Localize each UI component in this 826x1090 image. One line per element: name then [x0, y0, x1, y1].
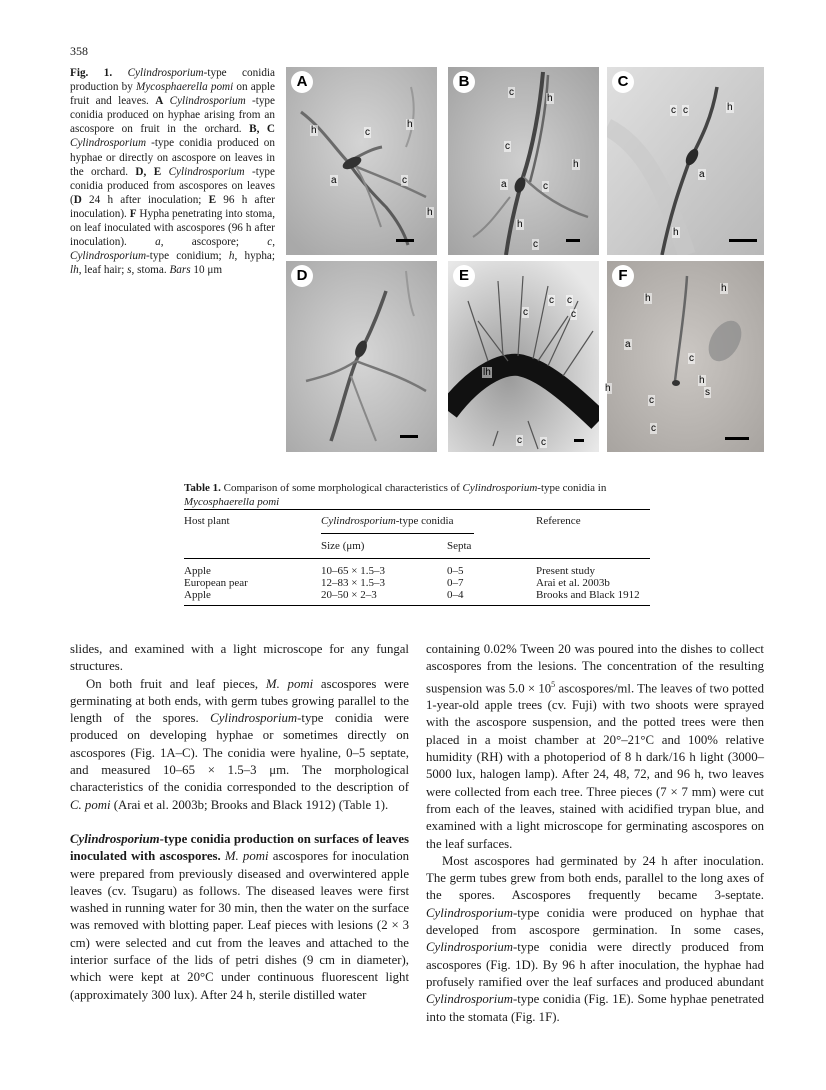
caption-genus: Cylindrosporium — [169, 95, 246, 108]
caption-text: -type conidia produced from ascospores on leaves ( — [70, 165, 275, 206]
panel-label-c: c — [567, 295, 572, 306]
panel-label-c: c — [571, 309, 576, 320]
figure-micrograph-grid — [286, 67, 764, 452]
table-cell-reference: Arai et al. 2003b — [536, 577, 610, 589]
paragraph — [70, 676, 409, 814]
paragraph — [70, 831, 409, 1004]
table-caption-genus: Cylindrosporium — [462, 482, 538, 494]
caption-text: 10 μm — [190, 264, 223, 277]
paragraph — [426, 853, 764, 1026]
panel-label-c: c — [541, 437, 546, 448]
caption-text: 24 h after inoculation; — [81, 193, 209, 206]
table-cell-septa: 0–7 — [447, 577, 464, 589]
caption-panel-ref: F — [129, 207, 137, 220]
panel-label-s: s — [705, 387, 710, 398]
table-top-rule — [184, 509, 650, 510]
table-label: Table 1. — [184, 482, 221, 494]
caption-panel-ref: D — [73, 193, 82, 206]
panel-label-h: h — [699, 375, 705, 386]
panel-label-c: c — [543, 181, 548, 192]
caption-panel-ref: A — [155, 95, 164, 108]
caption-abbrev: Bars — [169, 264, 191, 277]
table-cell-reference: Present study — [536, 565, 595, 577]
micrograph-e — [448, 261, 599, 452]
panel-label-c: c — [549, 295, 554, 306]
genus-name: Cylindrosporium — [210, 711, 298, 726]
micrograph-c — [607, 67, 764, 255]
text-run: Most ascospores had germinated by 24 h after inoculation. The germ tubes grew from both ends, parallel to the long axes of the spores. Ascospores frequently became 3-septate. — [426, 853, 764, 903]
figure-panel-c — [607, 67, 764, 255]
caption-text: -type conidium; — [146, 250, 229, 263]
caption-text: 96 h after inoculation). — [70, 193, 275, 220]
caption-genus: Cylindrosporium — [168, 165, 245, 178]
panel-label-a: a — [699, 169, 705, 180]
species-name: M. pomi — [265, 676, 314, 691]
text-run: ascospores/ml. The leaves of two potted 1-year-old apple trees (cv. Fuji) with two shoots were sprayed with the ascospore suspension, and the potted trees were then placed in a moist chamber at 20°–21°C and 100% relative humidity (RH) with a photoperiod of 8 h dark/16 h light (3000–5000 lux, halogen lamp). After 24, 48, 72, and 96 h, two leaves were collected from each tree. Three pieces (7 × 7 mm) were cut from each of the leaves, stained with acidified trypan blue, and examined with a light microscope for germinating ascospores on the leaf surfaces. — [426, 680, 764, 851]
caption-text: , stoma. — [131, 264, 170, 277]
panel-letter-f: F — [612, 265, 634, 287]
caption-genus: Cylindrosporium — [70, 137, 147, 150]
panel-label-c: c — [509, 87, 514, 98]
genus-name: Cylindrosporium — [426, 905, 513, 920]
species-name: M. pomi — [224, 849, 269, 864]
text-run: -type conidia were produced on hyphae that developed from ascospore germination. In some cases, — [426, 905, 764, 938]
text-run: -type conidia were produced on developing hyphae or sometimes directly on ascospores (Fig. 1A–C). The conidia were hyaline, 0–5 septate, and measured 10–65 × 1.5–3 μm. The morphological characteristics of the conidia corresponded to the description of — [70, 711, 409, 795]
panel-label-a: a — [331, 175, 337, 186]
text-run: containing 0.02% Tween 20 was poured into the dishes to collect ascospores from the lesions. The concentration of the resulting suspension was 5.0 × 10 — [426, 642, 764, 695]
caption-text: -type conidia produced on hyphae or directly on ascospore on leaves in the orchard. — [70, 137, 275, 178]
table-header-group — [321, 515, 454, 528]
species-name: C. pomi — [70, 797, 111, 812]
panel-label-h: h — [517, 219, 523, 230]
caption-text: -type conidia production by — [70, 67, 275, 94]
caption-abbrev: a — [155, 236, 161, 249]
table-header-size: Size (μm) — [321, 540, 365, 552]
panel-letter-b: B — [453, 71, 475, 93]
table-header-genus: Cylindrosporium — [321, 515, 396, 527]
panel-label-c: c — [523, 307, 528, 318]
panel-label-h: h — [673, 227, 679, 238]
table-cell-host: Apple — [184, 589, 211, 601]
caption-abbrev: c — [267, 236, 273, 249]
table-cell-size: 20–50 × 2–3 — [321, 589, 377, 601]
panel-label-c: c — [649, 395, 654, 406]
caption-panel-ref: D, E — [135, 165, 162, 178]
text-run: On both fruit and leaf pieces, — [86, 676, 266, 691]
panel-label-c: c — [402, 175, 407, 186]
panel-letter-e: E — [453, 265, 475, 287]
panel-label-h: h — [721, 283, 727, 294]
panel-label-h: h — [427, 207, 433, 218]
caption-text: , ascospore; — [160, 236, 268, 249]
caption-panel-ref: B, C — [249, 123, 276, 136]
caption-text: Hypha penetrating into stoma, on leaf inoculated with ascospores (96 h after inoculation). — [70, 207, 275, 249]
text-run: -type conidia (Fig. 1E). Some hyphae penetrated into the stomata (Fig. 1F). — [426, 992, 764, 1024]
panel-label-h: h — [645, 293, 651, 304]
table-caption — [184, 482, 654, 509]
panel-label-c: c — [671, 105, 676, 116]
table-caption-text: -type conidia in — [537, 482, 607, 494]
body-left-column — [70, 641, 409, 1004]
genus-name: Cylindrosporium — [70, 831, 160, 846]
figure-panel-a — [286, 67, 437, 255]
caption-genus: Cylindrosporium — [70, 250, 147, 263]
caption-text: , — [272, 236, 275, 249]
caption-text: -type conidia produced on hyphae arising from an ascospore on fruit in the orchard. — [70, 95, 275, 136]
caption-text: , hypha; — [234, 250, 275, 263]
panel-label-h: h — [605, 383, 611, 394]
panel-label-a: a — [501, 179, 507, 190]
panel-label-c: c — [689, 353, 694, 364]
panel-label-c: c — [683, 105, 688, 116]
page-number: 358 — [70, 44, 88, 58]
paragraph — [426, 641, 764, 853]
panel-label-h: h — [727, 102, 733, 113]
caption-species: Mycosphaerella pomi — [136, 81, 234, 94]
text-run: ascospores for inoculation were prepared from previously diseased and overwintered apple leaves (cv. Tsugaru) as follows. The diseased leaves were first washed in running water for 30 min, then the water on the surface was removed with blotting paper. Leaf pieces with lesions (2 × 3 cm) were selected and cut from the leaves and attached to the interior surface of the lids of petri dishes (9 cm in diameter), which were kept at 20°C under continuous fluorescent light (approximately 300 lux). After 24 h, sterile distilled water — [70, 849, 409, 1002]
panel-label-a: a — [625, 339, 631, 350]
caption-genus: Cylindrosporium — [127, 67, 204, 79]
panel-label-c: c — [517, 435, 522, 446]
table-cell-host: European pear — [184, 577, 248, 589]
caption-abbrev: lh — [70, 264, 79, 277]
table-header-rule — [184, 558, 650, 559]
panel-label-c: c — [505, 141, 510, 152]
table-cell-size: 12–83 × 1.5–3 — [321, 577, 385, 589]
table-cell-host: Apple — [184, 565, 211, 577]
body-right-column — [426, 641, 764, 1026]
caption-text: , leaf hair; — [78, 264, 128, 277]
table-cell-size: 10–65 × 1.5–3 — [321, 565, 385, 577]
table-cell-septa: 0–4 — [447, 589, 464, 601]
panel-label-lh: lh — [483, 367, 491, 378]
caption-text: on apple fruit and leaves. — [70, 81, 275, 108]
paragraph: slides, and examined with a light microscope for any fungal structures. — [70, 642, 409, 674]
table-header-septa: Septa — [447, 540, 472, 552]
table-bottom-rule — [184, 605, 650, 606]
table-header-group-text: -type conidia — [395, 515, 454, 527]
panel-label-c: c — [651, 423, 656, 434]
figure-panel-f — [607, 261, 764, 452]
figure-caption — [70, 66, 275, 277]
superscript: 5 — [551, 679, 556, 689]
panel-label-h: h — [573, 159, 579, 170]
panel-label-h: h — [547, 93, 553, 104]
micrograph-a — [286, 67, 437, 255]
caption-abbrev: s — [127, 264, 132, 277]
panel-letter-c: C — [612, 71, 634, 93]
panel-label-c: c — [365, 127, 370, 138]
table-header-reference: Reference — [536, 515, 581, 527]
figure-panel-d — [286, 261, 437, 452]
caption-panel-ref: E — [208, 193, 217, 206]
text-run: ascospores were germinating at both ends, with germ tubes growing parallel to the length of the spores. — [70, 676, 409, 726]
figure-panel-e — [448, 261, 599, 452]
heading-text: -type conidia production on surfaces of leaves inoculated with ascospores. — [70, 831, 409, 864]
panel-label-h: h — [407, 119, 413, 130]
panel-label-c: c — [533, 239, 538, 250]
table-caption-text: Comparison of some morphological characteristics of — [220, 482, 463, 494]
micrograph-f — [607, 261, 764, 452]
text-run: (Arai et al. 2003b; Brooks and Black 1912) (Table 1). — [110, 797, 389, 812]
caption-abbrev: h — [228, 250, 235, 263]
panel-label-h: h — [311, 125, 317, 136]
table-group-rule — [321, 533, 474, 534]
panel-letter-d: D — [291, 265, 313, 287]
micrograph-d — [286, 261, 437, 452]
table-header-host: Host plant — [184, 515, 230, 527]
genus-name: Cylindrosporium — [426, 940, 513, 955]
table-cell-reference: Brooks and Black 1912 — [536, 589, 640, 601]
table-caption-species: Mycosphaerella pomi — [184, 495, 280, 508]
panel-letter-a: A — [291, 71, 313, 93]
text-run: -type conidia were directly produced from ascospores (Fig. 1D). By 96 h after inoculation, the hyphae had profusely ramified over the leaf surfaces and produced abundant — [426, 940, 764, 989]
genus-name: Cylindrosporium — [426, 992, 513, 1007]
table-cell-septa: 0–5 — [447, 565, 464, 577]
figure-label: Fig. 1. — [70, 67, 113, 79]
